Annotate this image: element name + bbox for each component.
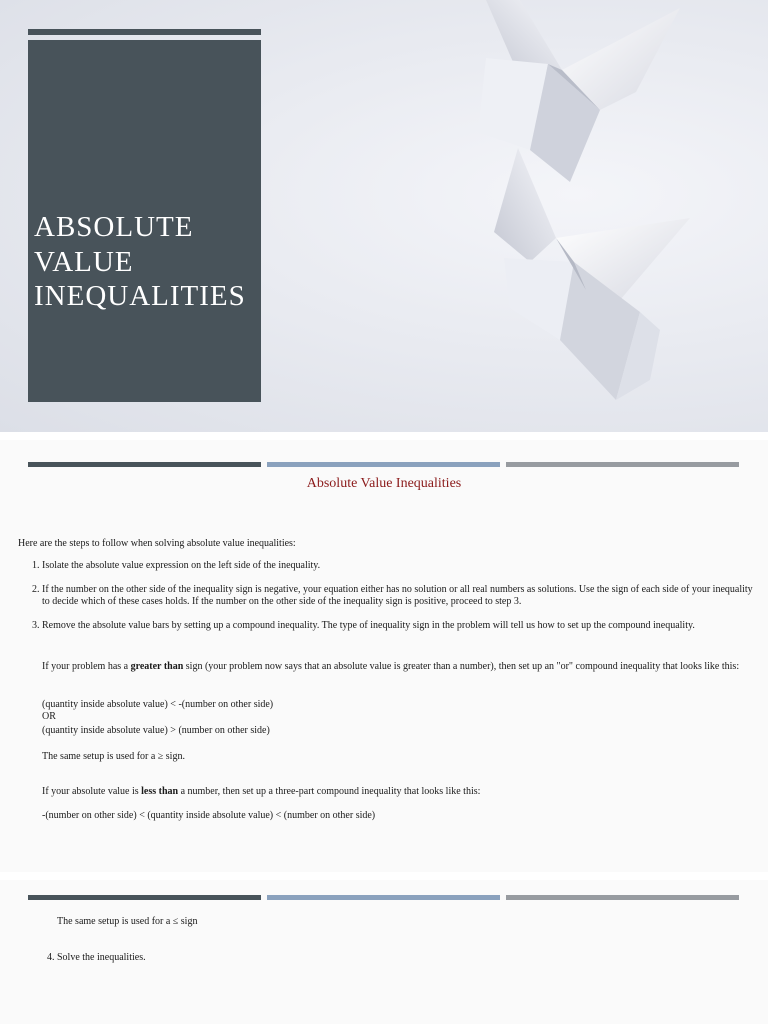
less-post: a number, then set up a three-part compound inequality that looks like this:: [178, 786, 481, 797]
step-number: 2.: [32, 584, 40, 595]
step-text: Isolate the absolute value expression on the left side of the inequality.: [42, 560, 321, 571]
butterfly-lower: [494, 148, 690, 400]
accent-bar-dark: [28, 462, 261, 467]
slide-gap: [0, 432, 768, 440]
continued-slide: [0, 880, 768, 1024]
steps-slide: [0, 440, 768, 872]
step-text: If the number on the other side of the inequality sign is negative, your equation either has no solution or all real numbers as solutions. Use the sign of each side of your inequality to decide which of these cases holds. If the number on the other side of the inequality sign is positive, proceed to step 3.: [42, 584, 753, 607]
or-inequality-1: (quantity inside absolute value) < -(number on other side): [42, 699, 274, 710]
step-number: 3.: [32, 620, 40, 631]
or-inequality-2: (quantity inside absolute value) > (number on other side): [42, 725, 270, 736]
accent-bar-gray: [506, 895, 739, 900]
title-accent-line: [28, 29, 261, 35]
step-number: 1.: [32, 560, 40, 571]
same-setup-ge: The same setup is used for a ≥ sign.: [42, 751, 185, 762]
title-line-3: INEQUALITIES: [34, 280, 246, 312]
slide-heading: Absolute Value Inequalities: [306, 476, 462, 491]
title-slide: [0, 0, 768, 432]
greater-than-paragraph: [42, 661, 754, 673]
step-4: [47, 952, 146, 964]
accent-bar-dark: [28, 895, 261, 900]
less-bold: less than: [141, 786, 179, 797]
butterfly-upper: [478, 0, 680, 182]
greater-bold: greater than: [130, 661, 184, 672]
less-pre: If your absolute value is: [42, 786, 142, 797]
greater-pre: If your problem has a: [42, 661, 131, 672]
step-text: Remove the absolute value bars by setting up a compound inequality. The type of inequality sign in the problem will tell us how to set up the compound inequality.: [42, 620, 695, 631]
step-text: Solve the inequalities.: [57, 952, 146, 963]
steps-list: [32, 560, 760, 644]
intro-text: Here are the steps to follow when solving absolute value inequalities:: [18, 538, 296, 549]
accent-bar-blue: [267, 895, 500, 900]
three-part-inequality: -(number on other side) < (quantity inside absolute value) < (number on other side): [42, 810, 376, 821]
step-item: [32, 560, 760, 572]
title-box: [28, 40, 261, 402]
accent-bar-blue: [267, 462, 500, 467]
step-number: 4.: [47, 952, 55, 963]
title-line-1: ABSOLUTE: [34, 211, 194, 243]
greater-post: sign (your problem now says that an absolute value is greater than a number), then set up an "or" compound inequality that looks like this:: [183, 661, 740, 672]
step-item: [32, 620, 760, 632]
slide-gap: [0, 872, 768, 880]
or-label: OR: [42, 711, 56, 722]
title-line-2: VALUE: [34, 245, 134, 278]
slide-title: [34, 210, 246, 314]
accent-bar-gray: [506, 462, 739, 467]
step-item: [32, 584, 760, 608]
same-setup-le: The same setup is used for a ≤ sign: [57, 916, 198, 927]
less-than-paragraph: [42, 786, 754, 798]
